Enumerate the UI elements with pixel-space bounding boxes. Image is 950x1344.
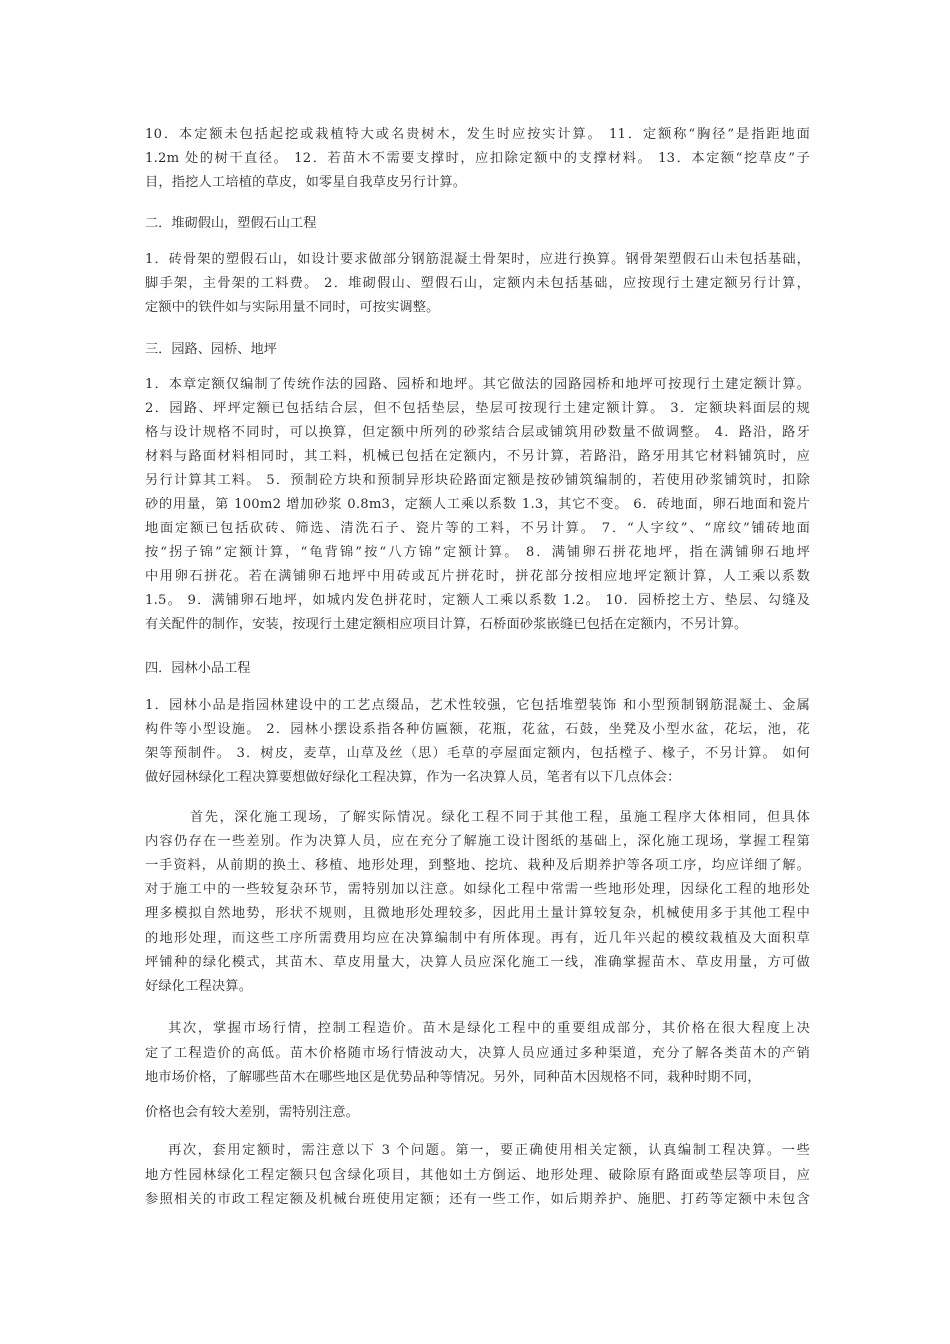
paragraph-line: 1．本章定额仅编制了传统作法的园路、园桥和地坪。其它做法的园路园桥和地坪可按现行土建定额计算。 [145,377,810,392]
paragraph-line: 一手资料，从前期的换土、移植、地形处理，到整地、挖坑、栽种及后期养护等各项工序，均应详细了解。 [145,858,810,874]
paragraph-line: 脚手架，主骨架的工料费。 2．堆砌假山、塑假石山，定额内未包括基础，应按现行土建定额另行计算， [145,276,810,291]
paragraph-line: 1．园林小品是指园林建设中的工艺点缀品，艺术性较强，它包括堆塑装饰 和小型预制钢筋混凝土、金属 [145,698,810,713]
paragraph-line: 10．本定额未包括起挖或栽植特大或名贵树木，发生时应按实计算。 11．定额称“胸径”是指距地面 [145,127,810,142]
paragraph-line: 做好园林绿化工程决算要想做好绿化工程决算，作为一名决算人员，笔者有以下几点体会： [145,770,681,785]
paragraph-line: 砂的用量，第 100m2 增加砂浆 0.8m3，定额人工乘以系数 1.3，其它不变。 6．砖地面，卵石地面和瓷片 [145,497,810,512]
paragraph-line: 地面定额已包括砍砖、筛选、清洗石子、瓷片等的工料，不另计算。 7．“人字纹”、“席纹”铺砖地面 [145,521,810,536]
paragraph-line: 内容仍存在一些差别。作为决算人员，应在充分了解施工设计图纸的基础上，深化施工现场，掌握工程第 [145,834,810,850]
paragraph-line: 1．砖骨架的塑假石山，如设计要求做部分钢筋混凝土骨架时，应进行换算。钢骨架塑假石山未包括基础， [145,252,810,267]
section-heading: 四．园林小品工程 [145,661,251,676]
paragraph-line: 1.5。 9．满铺卵石地坪，如城内发色拼花时，定额人工乘以系数 1.2。 10．园桥挖土方、垫层、勾缝及 [145,593,810,608]
paragraph-line: 另行计算其工料。 5．预制砼方块和预制异形块砼路面定额是按砂铺筑编制的，若使用砂浆铺筑时，扣除 [145,473,810,488]
paragraph-line: 再次，套用定额时，需注意以下 3 个问题。第一，要正确使用相关定额，认真编制工程决算。一些 [168,1143,810,1158]
paragraph-line: 理多模拟自然地势，形状不规则，且微地形处理较多，因此用土量计算较复杂，机械使用多于其他工程中 [145,906,810,922]
paragraph-line: 参照相关的市政工程定额及机械台班使用定额；还有一些工作，如后期养护、施肥、打药等定额中未包含 [145,1192,810,1207]
paragraph-line: 构件等小型设施。 2．园林小摆设系指各种仿匾额，花瓶，花盆，石鼓，坐凳及小型水盆，花坛，池，花 [145,722,810,737]
paragraph-line: 定了工程造价的高低。苗木价格随市场行情波动大，决算人员应通过多种渠道，充分了解各类苗木的产销 [145,1045,810,1061]
paragraph-line: 1.2m 处的树干直径。 12．若苗木不需要支撑时，应扣除定额中的支撑材料。 13．本定额“挖草皮”子 [145,151,810,166]
paragraph-line: 的地形处理，而这些工序所需费用均应在决算编制中有所体现。再有，近几年兴起的模纹栽植及大面积草 [145,930,810,946]
paragraph-line: 架等预制件。 3．树皮，麦草，山草及丝（思）毛草的亭屋面定额内，包括樘子、椽子，不另计算。 如何 [145,746,810,761]
paragraph-line: 按“拐子锦”定额计算，“龟背锦”按“八方锦”定额计算。 8．满铺卵石拼花地坪，指在满铺卵石地坪 [145,545,810,560]
paragraph-line: 首先，深化施工现场，了解实际情况。绿化工程不同于其他工程，虽施工程序大体相同，但具体 [190,810,810,825]
section-heading: 三．园路、园桥、地坪 [145,342,277,357]
section-heading: 二．堆砌假山，塑假石山工程 [145,216,317,231]
paragraph-line: 对于施工中的一些较复杂环节，需特别加以注意。如绿化工程中常需一些地形处理，因绿化工程的地形处 [145,882,810,898]
paragraph-line: 好绿化工程决算。 [145,978,253,994]
paragraph-line: 有关配件的制作，安装，按现行土建定额相应项目计算，石桥面砂浆嵌缝已包括在定额内，不另计算。 [145,617,748,632]
paragraph-line: 地方性园林绿化工程定额只包含绿化项目，其他如土方倒运、地形处理、破除原有路面或垫层等项目，应 [145,1167,810,1183]
paragraph-line: 定额中的铁件如与实际用量不同时，可按实调整。 [145,300,440,315]
paragraph-line: 格与设计规格不同时，可以换算，但定额中所列的砂浆结合层或铺筑用砂数量不做调整。 4．路沿，路牙 [145,425,810,440]
paragraph-line: 材料与路面材料相同时，其工料，机械已包括在定额内，不另计算，若路沿，路牙用其它材料铺筑时，应 [145,449,810,464]
paragraph-line: 2．园路、坪坪定额已包括结合层，但不包括垫层，垫层可按现行土建定额计算。 3．定额块料面层的规 [145,401,810,416]
paragraph-line: 中用卵石拼花。若在满铺卵石地坪中用砖或瓦片拼花时，拼花部分按相应地坪定额计算，人工乘以系数 [145,569,810,584]
paragraph-line: 目，指挖人工培植的草皮，如零星自我草皮另行计算。 [145,175,467,190]
paragraph-line: 其次，掌握市场行情，控制工程造价。苗木是绿化工程中的重要组成部分，其价格在很大程度上决 [168,1021,810,1036]
paragraph-line: 坪铺种的绿化模式，其苗木、草皮用量大，决算人员应深化施工一线，准确掌握苗木、草皮用量，方可做 [145,954,810,970]
paragraph-line: 地市场价格，了解哪些苗木在哪些地区是优势品种等情况。另外，同种苗木因规格不同，栽种时期不同， [145,1070,761,1085]
paragraph-line: 价格也会有较大差别，需特别注意。 [145,1105,360,1120]
